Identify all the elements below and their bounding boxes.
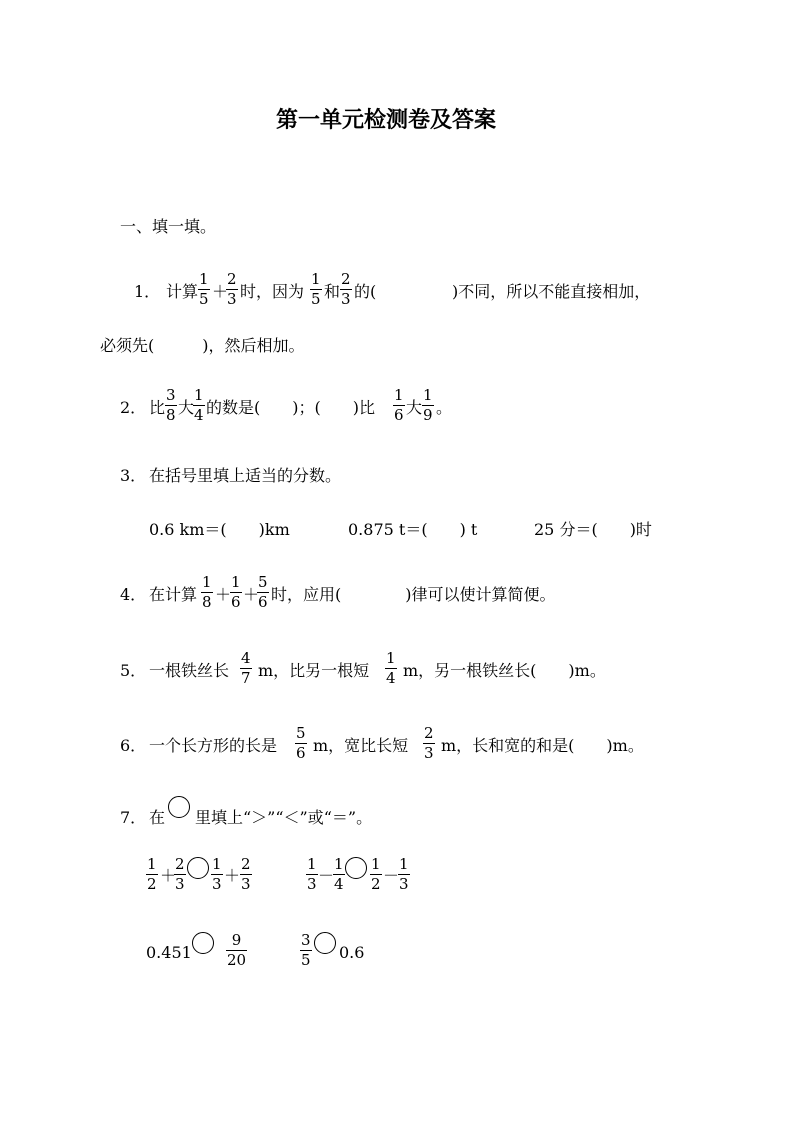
- answer-circle[interactable]: [192, 932, 214, 954]
- fraction: 1 6: [231, 573, 241, 611]
- fraction: 2 3: [175, 855, 185, 893]
- fraction: 1 4: [386, 649, 396, 687]
- fraction: 1 3: [307, 855, 317, 893]
- answer-circle[interactable]: [187, 857, 209, 879]
- question-text: m，宽比长短: [313, 736, 409, 755]
- fraction: 4 7: [241, 649, 251, 687]
- question-text: m，比另一根短: [258, 661, 370, 680]
- question-text: 在括号里填上适当的分数。: [149, 466, 342, 485]
- fraction: 3 8: [166, 386, 176, 424]
- decimal-value: 0.6: [339, 943, 365, 962]
- question-text: 时，因为: [240, 282, 305, 301]
- question-text: 。: [436, 398, 453, 417]
- fraction: 1 3: [212, 855, 222, 893]
- question-text: 的数是( )；( )比: [206, 398, 375, 417]
- question-number: 2．: [120, 398, 147, 417]
- question-text: 和: [324, 282, 341, 301]
- question-text: 大: [178, 398, 195, 417]
- answer-circle[interactable]: [314, 932, 336, 954]
- fraction: 1 3: [399, 855, 409, 893]
- question-text: )不同，所以不能直接相加，: [452, 282, 651, 301]
- fraction: 2 3: [341, 270, 351, 308]
- conversion-item: 0.875 t＝( ) t: [348, 520, 478, 539]
- fraction: 1 2: [147, 855, 157, 893]
- question-number: 1．: [134, 282, 161, 301]
- fraction: 1 9: [423, 386, 433, 424]
- fraction: 1 5: [199, 270, 209, 308]
- decimal-value: 0.451: [146, 943, 192, 962]
- fraction: 1 4: [194, 386, 204, 424]
- question-text: 在计算: [149, 585, 198, 604]
- operator: ＋: [212, 282, 229, 301]
- fraction: 3 5: [301, 931, 311, 969]
- fraction: 5 6: [296, 724, 306, 762]
- question-number: 5．: [120, 661, 147, 680]
- operator: ＋: [215, 585, 232, 604]
- fraction: 2 3: [424, 724, 434, 762]
- question-text: m，另一根铁丝长( )m。: [403, 661, 606, 680]
- answer-circle[interactable]: [345, 857, 367, 879]
- operator: ＋: [160, 866, 177, 885]
- fraction: 1 5: [311, 270, 321, 308]
- fraction: 1 2: [371, 855, 381, 893]
- operator: ＋: [224, 866, 241, 885]
- conversion-item: 0.6 km＝( )km: [149, 520, 290, 539]
- operator: ＋: [243, 585, 260, 604]
- question-text: 在: [149, 808, 166, 827]
- operator: －: [383, 866, 400, 885]
- question-text: 大: [406, 398, 423, 417]
- fraction: 1 4: [334, 855, 344, 893]
- question-text: 比: [149, 398, 166, 417]
- question-text: 时，应用( )律可以使计算简便。: [271, 585, 556, 604]
- question-text: 一根铁丝长: [149, 661, 230, 680]
- page-title: 第一单元检测卷及答案: [276, 108, 497, 133]
- fraction: 2 3: [227, 270, 237, 308]
- question-text: 的(: [354, 282, 377, 301]
- question-number: 3．: [120, 466, 147, 485]
- question-text: 必须先( )，然后相加。: [100, 336, 305, 355]
- question-text: 一个长方形的长是: [149, 736, 278, 755]
- fraction: 2 3: [241, 855, 251, 893]
- question-number: 7．: [120, 808, 147, 827]
- fraction: 5 6: [258, 573, 268, 611]
- fraction: 1 8: [202, 573, 212, 611]
- question-text: 计算: [166, 282, 199, 301]
- answer-circle[interactable]: [168, 796, 190, 818]
- operator: －: [318, 866, 335, 885]
- section-heading: 一、填一填。: [120, 217, 217, 236]
- conversion-item: 25 分＝( )时: [534, 520, 652, 539]
- fraction: 9 20: [227, 931, 247, 969]
- question-text: 里填上“＞”“＜”或“＝”。: [195, 808, 373, 827]
- question-number: 6．: [120, 736, 147, 755]
- question-text: m，长和宽的和是( )m。: [441, 736, 644, 755]
- fraction: 1 6: [394, 386, 404, 424]
- question-number: 4．: [120, 585, 147, 604]
